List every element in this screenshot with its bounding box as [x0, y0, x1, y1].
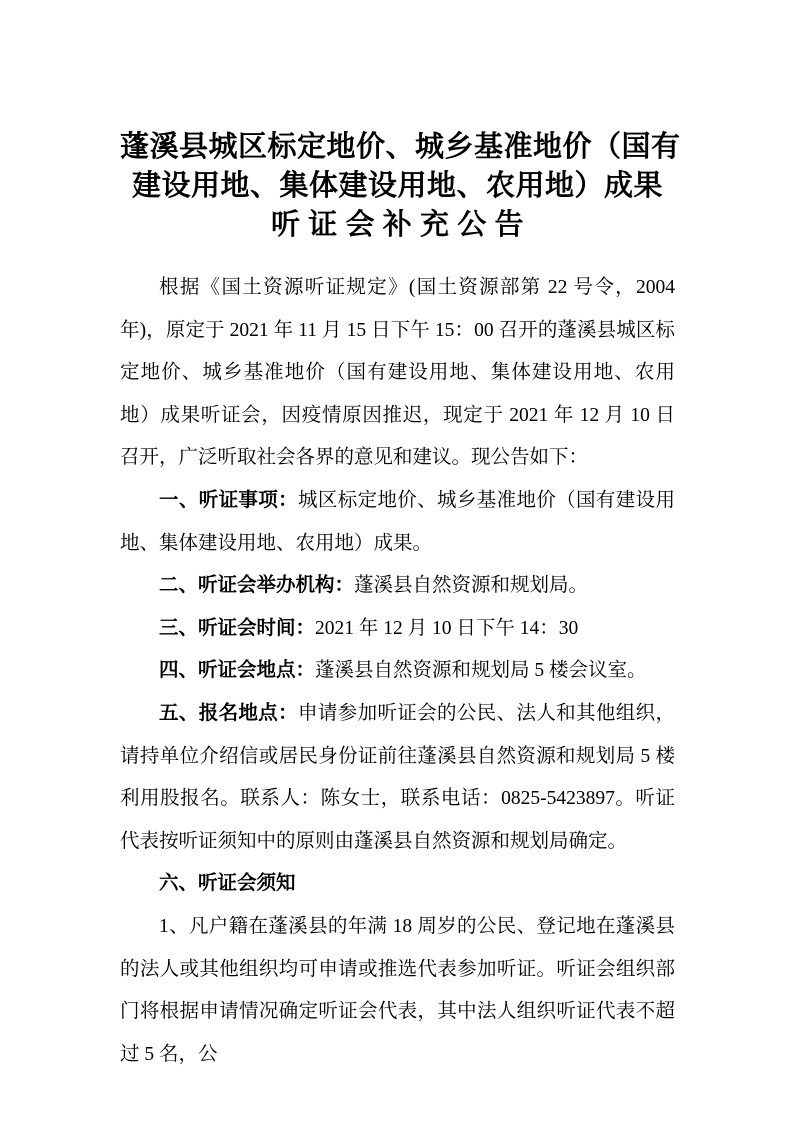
item-1-text: 城区标定地价、城乡基准地价（国有建设用地、集体建设用地、农用地）成果。: [120, 489, 675, 554]
item-3-label: 三、听证会时间：: [159, 617, 316, 639]
item-1-label: 一、听证事项：: [159, 489, 299, 511]
title-line-1: 蓬溪县城区标定地价、城乡基准地价（国有: [120, 131, 681, 163]
item-6-hearing-notes-heading: [120, 863, 675, 906]
item-4-hearing-place: [120, 650, 675, 693]
item-5-registration-place: [120, 693, 675, 863]
item-5-label: 五、报名地点：: [159, 702, 299, 724]
paragraph-intro: [120, 267, 675, 480]
item-3-hearing-time: [120, 608, 675, 651]
item-4-text: 蓬溪县自然资源和规划局 5 楼会议室。: [315, 660, 647, 682]
note-1-text: 1、凡户籍在蓬溪县的年满 18 周岁的公民、登记地在蓬溪县的法人或其他组织均可申请或推选代表参加听证。听证会组织部门将根据申请情况确定听证会代表，其中法人组织听证代表不超过 5 名，公: [120, 915, 675, 1065]
item-3-text: 2021 年 12 月 10 日下午 14：30: [315, 617, 579, 639]
paragraph-note-1: [120, 906, 675, 1076]
item-1-hearing-matters: [120, 480, 675, 565]
title-line-3: 听 证 会 补 充 公 告: [270, 209, 524, 241]
document-body: [120, 267, 675, 1076]
document-title: [120, 128, 681, 245]
title-line-2: 建设用地、集体建设用地、农用地）成果: [131, 170, 663, 202]
item-5-text: 申请参加听证会的公民、法人和其他组织，请持单位介绍信或居民身份证前往蓬溪县自然资源和规划局 5 楼利用股报名。联系人：陈女士，联系电话：0825-5423897。听证代表按听证须知中的原则由蓬溪县自然资源和规划局确定。: [120, 702, 675, 852]
paragraph-text: 根据《国土资源听证规定》(国土资源部第 22 号令，2004 年)，原定于 2021 年 11 月 15 日下午 15：00 召开的蓬溪县城区标定地价、城乡基准地价（国有建设用地、集体建设用地、农用地）成果听证会，因疫情原因推迟，现定于 2021 年 12 月 10 日召开，广泛听取社会各界的意见和建议。现公告如下：: [120, 277, 675, 469]
item-2-text: 蓬溪县自然资源和规划局。: [354, 575, 589, 597]
item-2-label: 二、听证会举办机构：: [159, 575, 355, 597]
item-4-label: 四、听证会地点：: [159, 660, 316, 682]
item-6-label: 六、听证会须知: [159, 873, 296, 895]
item-2-organizer: [120, 565, 675, 608]
